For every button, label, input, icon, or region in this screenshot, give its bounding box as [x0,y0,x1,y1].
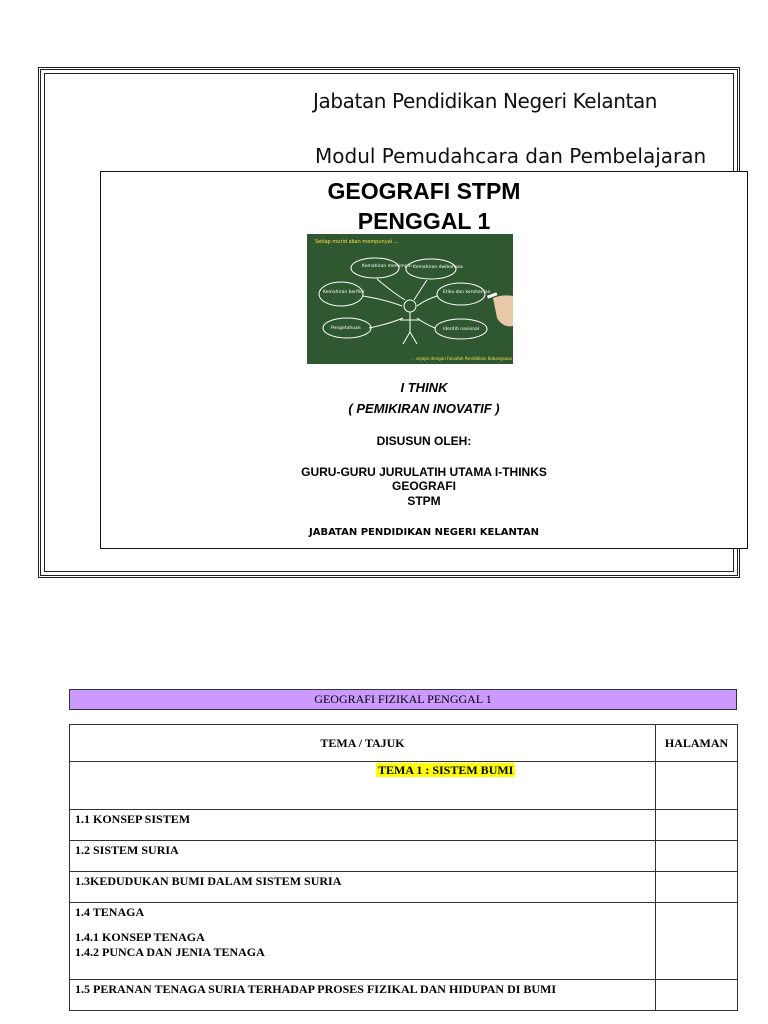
toc-topic-1-3: 1.3KEDUDUKAN BUMI DALAM SISTEM SURIA [75,874,342,888]
title-line-2: PENGGAL 1 [357,208,491,234]
section-header: GEOGRAFI FIZIKAL PENGGAL 1 [69,689,737,710]
table-row [70,841,738,872]
authors-line-3: STPM [407,494,441,508]
toc-page-cell [656,980,738,1011]
ithink-chalkboard-image [307,234,513,364]
toc-page-cell [656,903,738,980]
table-row [70,903,738,980]
bubble-label-4: Etika dan kerohanian [443,290,491,295]
table-row [70,872,738,903]
theme-title: TEMA 1 : SISTEM BUMI [378,763,514,777]
bubble-label-1: Kemahiran memimpin [362,264,412,269]
toc-page-cell [656,841,738,872]
bubble-label-6: Identiti nasional [443,327,480,332]
toc-page-cell [656,810,738,841]
toc-header-row [70,725,738,762]
toc-topic-1-2: 1.2 SISTEM SURIA [75,843,179,857]
authors-line-1: GURU-GURU JURULATIH UTAMA I-THINKS [301,465,547,479]
toc-topic-1-4: 1.4 TENAGA [75,905,145,919]
cover-frame [38,67,740,578]
toc-col-page: HALAMAN [656,725,738,762]
table-of-contents [69,724,738,1011]
title-line-1: GEOGRAFI STPM [327,178,521,204]
image-caption-top: Setiap murid akan mempunyai ... [315,239,399,245]
toc-topic-1-1: 1.1 KONSEP SISTEM [75,812,191,826]
image-caption-bottom: ... sejajar dengan Falsafah Pendidikan Kebangsaan [411,356,513,361]
bubble-label-3: Kemahiran berfikir [323,290,365,295]
toc-theme-row [70,762,738,810]
ithink-subheading: ( PEMIKIRAN INOVATIF ) [348,401,500,416]
toc-page-cell [656,872,738,903]
toc-topic-1-5: 1.5 PERANAN TENAGA SURIA TERHADAP PROSES FIZIKAL DAN HIDUPAN DI BUMI [75,982,557,996]
cover-frame-inner [44,73,734,572]
footer-department: JABATAN PENDIDIKAN NEGERI KELANTAN [309,527,539,538]
toc-topic-1-4-2: 1.4.2 PUNCA DAN JENIA TENAGA [75,945,265,959]
toc-col-topic: TEMA / TAJUK [70,725,656,762]
toc-topic-1-4-1: 1.4.1 KONSEP TENAGA [75,930,205,944]
compiled-by-label: DISUSUN OLEH: [376,434,472,448]
authors-line-2: GEOGRAFI [391,479,456,493]
department-header: Jabatan Pendidikan Negeri Kelantan [313,89,658,113]
title-box [100,171,748,549]
bubble-label-2: Kemahiran dwibahasa [413,265,463,270]
bubble-label-5: Pengetahuan [331,326,361,331]
table-row [70,980,738,1011]
partially-hidden-module-title [315,144,707,168]
table-row [70,810,738,841]
toc-page-cell [656,762,738,810]
ithink-heading: I THINK [400,380,448,395]
module-title-text: Modul Pemudahcara dan Pembelajaran [315,144,707,168]
